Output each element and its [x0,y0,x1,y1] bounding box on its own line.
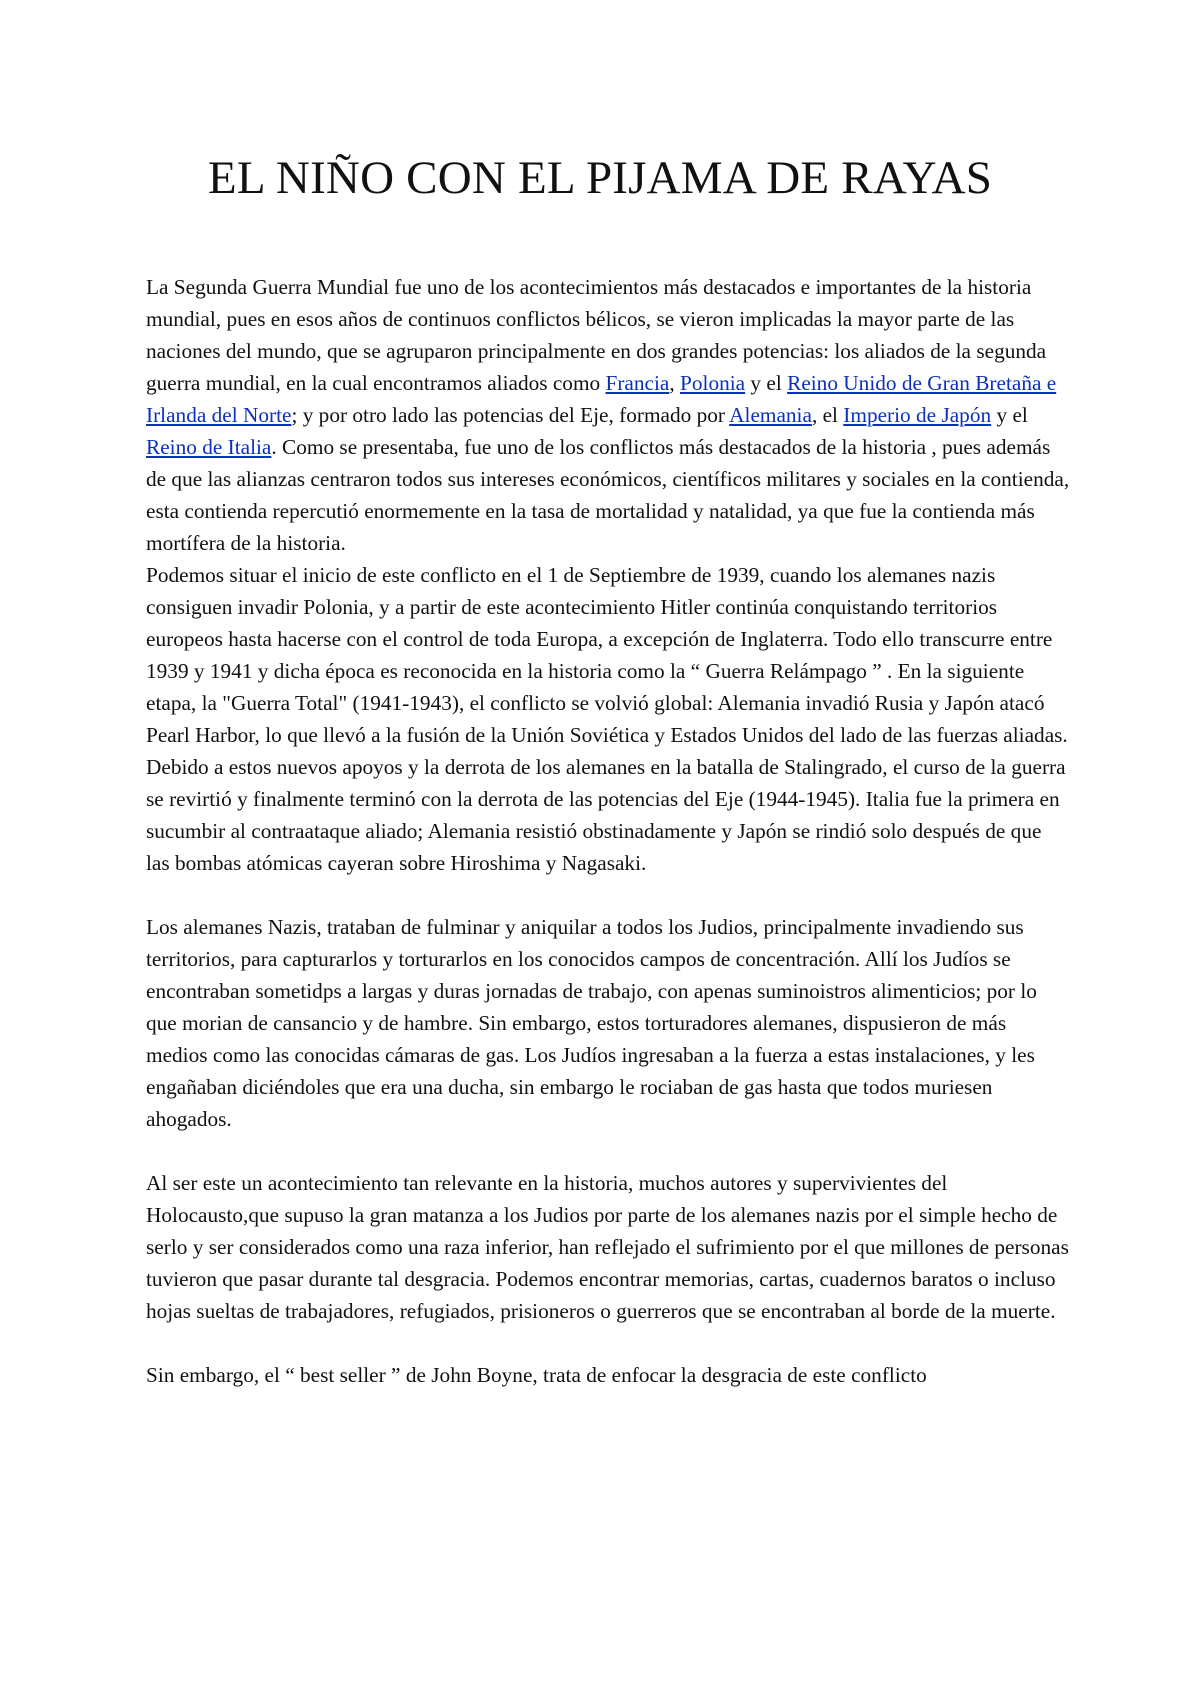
paragraph-text: y el [991,403,1028,427]
paragraph-intro [146,271,1070,559]
link-francia[interactable]: Francia [605,371,670,395]
document-body [146,271,1070,1391]
link-polonia[interactable]: Polonia [680,371,746,395]
paragraph-text: La Segunda Guerra Mundial fue uno de los acontecimientos más destacados e importantes de la historia mundial, pues en esos años de continuos conflictos bélicos, se vieron implicadas la mayor parte de las naciones del mundo, que se agruparon principalmente en dos grandes potencias: los aliados de la segunda guerra mundial, en la cual encontramos aliados como [146,275,1047,395]
paragraph-nazis: Los alemanes Nazis, trataban de fulminar y aniquilar a todos los Judios, principalmente invadiendo sus territorios, para capturarlos y torturarlos en los conocidos campos de concentración. Allí los Judíos se encontraban sometidps a largas y duras jornadas de trabajo, con apenas suminoistros alimenticios; por lo que morian de cansancio y de hambre. Sin embargo, estos torturadores alemanes, dispusieron de más medios como las conocidas cámaras de gas. Los Judíos ingresaban a la fuerza a estas instalaciones, y les engañaban diciéndoles que era una ducha, sin embargo le rociaban de gas hasta que todos muriesen ahogados. [146,915,1037,1131]
paragraph-timeline: Podemos situar el inicio de este conflicto en el 1 de Septiembre de 1939, cuando los alemanes nazis consiguen invadir Polonia, y a partir de este acontecimiento Hitler continúa conquistando territorios europeos hasta hacerse con el control de toda Europa, a excepción de Inglaterra. Todo ello transcurre entre 1939 y 1941 y dicha época es reconocida en la historia como la “ Guerra Relámpago ” . En la siguiente etapa, la "Guerra Total" (1941-1943), el conflicto se volvió global: Alemania invadió Rusia y Japón atacó Pearl Harbor, lo que llevó a la fusión de la Unión Soviética y Estados Unidos del lado de las fuerzas aliadas. Debido a estos nuevos apoyos y la derrota de los alemanes en la batalla de Stalingrado, el curso de la guerra se revirtió y finalmente terminó con la derrota de las potencias del Eje (1944-1945). Italia fue la primera en sucumbir al contraataque aliado; Alemania resistió obstinadamente y Japón se rindió solo después de que las bombas atómicas cayeran sobre Hiroshima y Nagasaki. [146,563,1068,875]
paragraph-text: , el [811,403,844,427]
paragraph-spacer [146,1135,1070,1167]
paragraph-holocausto: Al ser este un acontecimiento tan relevante en la historia, muchos autores y supervivientes del Holocausto,que supuso la gran matanza a los Judios por parte de los alemanes nazis por el simple hecho de serlo y ser considerados como una raza inferior, han reflejado el sufrimiento por el que millones de personas tuvieron que pasar durante tal desgracia. Podemos encontrar memorias, cartas, cuadernos baratos o incluso hojas sueltas de trabajadores, refugiados, prisioneros o guerreros que se encontraban al borde de la muerte. [146,1171,1069,1323]
link-reino-unido[interactable]: Reino Unido de Gran Bretaña e Irlanda del Norte [146,371,1057,427]
paragraph-best-seller: Sin embargo, el “ best seller ” de John Boyne, trata de enfocar la desgracia de este conflicto [146,1363,927,1387]
link-imperio-de-japon[interactable]: Imperio de Japón [843,403,992,427]
paragraph-text: ; y por otro lado las potencias del Eje, formado por [291,403,730,427]
paragraph-text: , [669,371,681,395]
paragraph-spacer [146,1327,1070,1359]
document-title: EL NIÑO CON EL PIJAMA DE RAYAS [207,152,993,204]
paragraph-text: . Como se presentaba, fue uno de los conflictos más destacados de la historia , pues además de que las alianzas centraron todos sus intereses económicos, científicos militares y sociales en la contienda, esta contienda repercutió enormemente en la tasa de mortalidad y natalidad, ya que fue la contienda más mortífera de la historia. [146,435,1070,555]
paragraph-text: y el [745,371,788,395]
link-alemania[interactable]: Alemania [729,403,812,427]
link-reino-de-italia[interactable]: Reino de Italia [146,435,272,459]
paragraph-spacer [146,879,1070,911]
